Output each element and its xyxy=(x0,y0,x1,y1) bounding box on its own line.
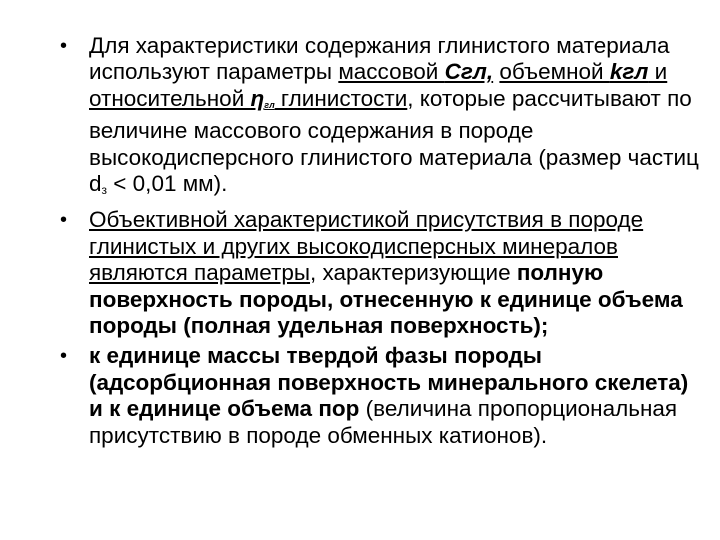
bullet-icon: • xyxy=(60,35,68,57)
symbol-kgl: kгл xyxy=(609,59,649,85)
bullet-icon: • xyxy=(60,345,68,368)
bullet-item-clay-parameters xyxy=(60,33,705,203)
symbol-eta-subscript: гл xyxy=(264,99,275,110)
bold-statement: полную поверхность породы, отнесенную к единице объема породы (полная удельная поверхность); xyxy=(89,260,683,339)
underlined-term: массовой xyxy=(338,59,445,85)
text-segment: , характеризующие xyxy=(310,260,517,286)
bold-statement: к единице массы твердой фазы породы (адсорбционная поверхность минерального скелета) и к единице объема пор xyxy=(89,343,689,422)
text-segment: , которые рассчитывают по величине массового содержания в породе высокодисперсного глинистого материала (размер частиц d xyxy=(89,85,699,197)
underlined-statement: Объективной характеристикой присутствия в породе глинистых и других высокодисперсных минералов являются параметры xyxy=(89,207,644,286)
underlined-term: объемной xyxy=(499,59,610,85)
text-segment: Для характеристики содержания глинистого материала используют параметры xyxy=(89,33,670,85)
underlined-term: глинистости xyxy=(274,85,408,111)
bullet-icon: • xyxy=(60,209,68,232)
bullet-item-objective-characteristic xyxy=(60,207,705,339)
symbol-cgl: Сгл, xyxy=(444,59,494,85)
text-segment: < 0,01 мм). xyxy=(107,171,228,197)
symbol-eta: η xyxy=(250,85,265,111)
particle-size-subscript: з xyxy=(101,183,108,198)
bullet-item-mass-and-pore-volume xyxy=(60,343,705,449)
underlined-term: и относительной xyxy=(89,59,668,111)
bullet-list xyxy=(60,33,705,453)
text-segment: (величина пропорциональная присутствию в породе обменных катионов). xyxy=(89,396,678,448)
